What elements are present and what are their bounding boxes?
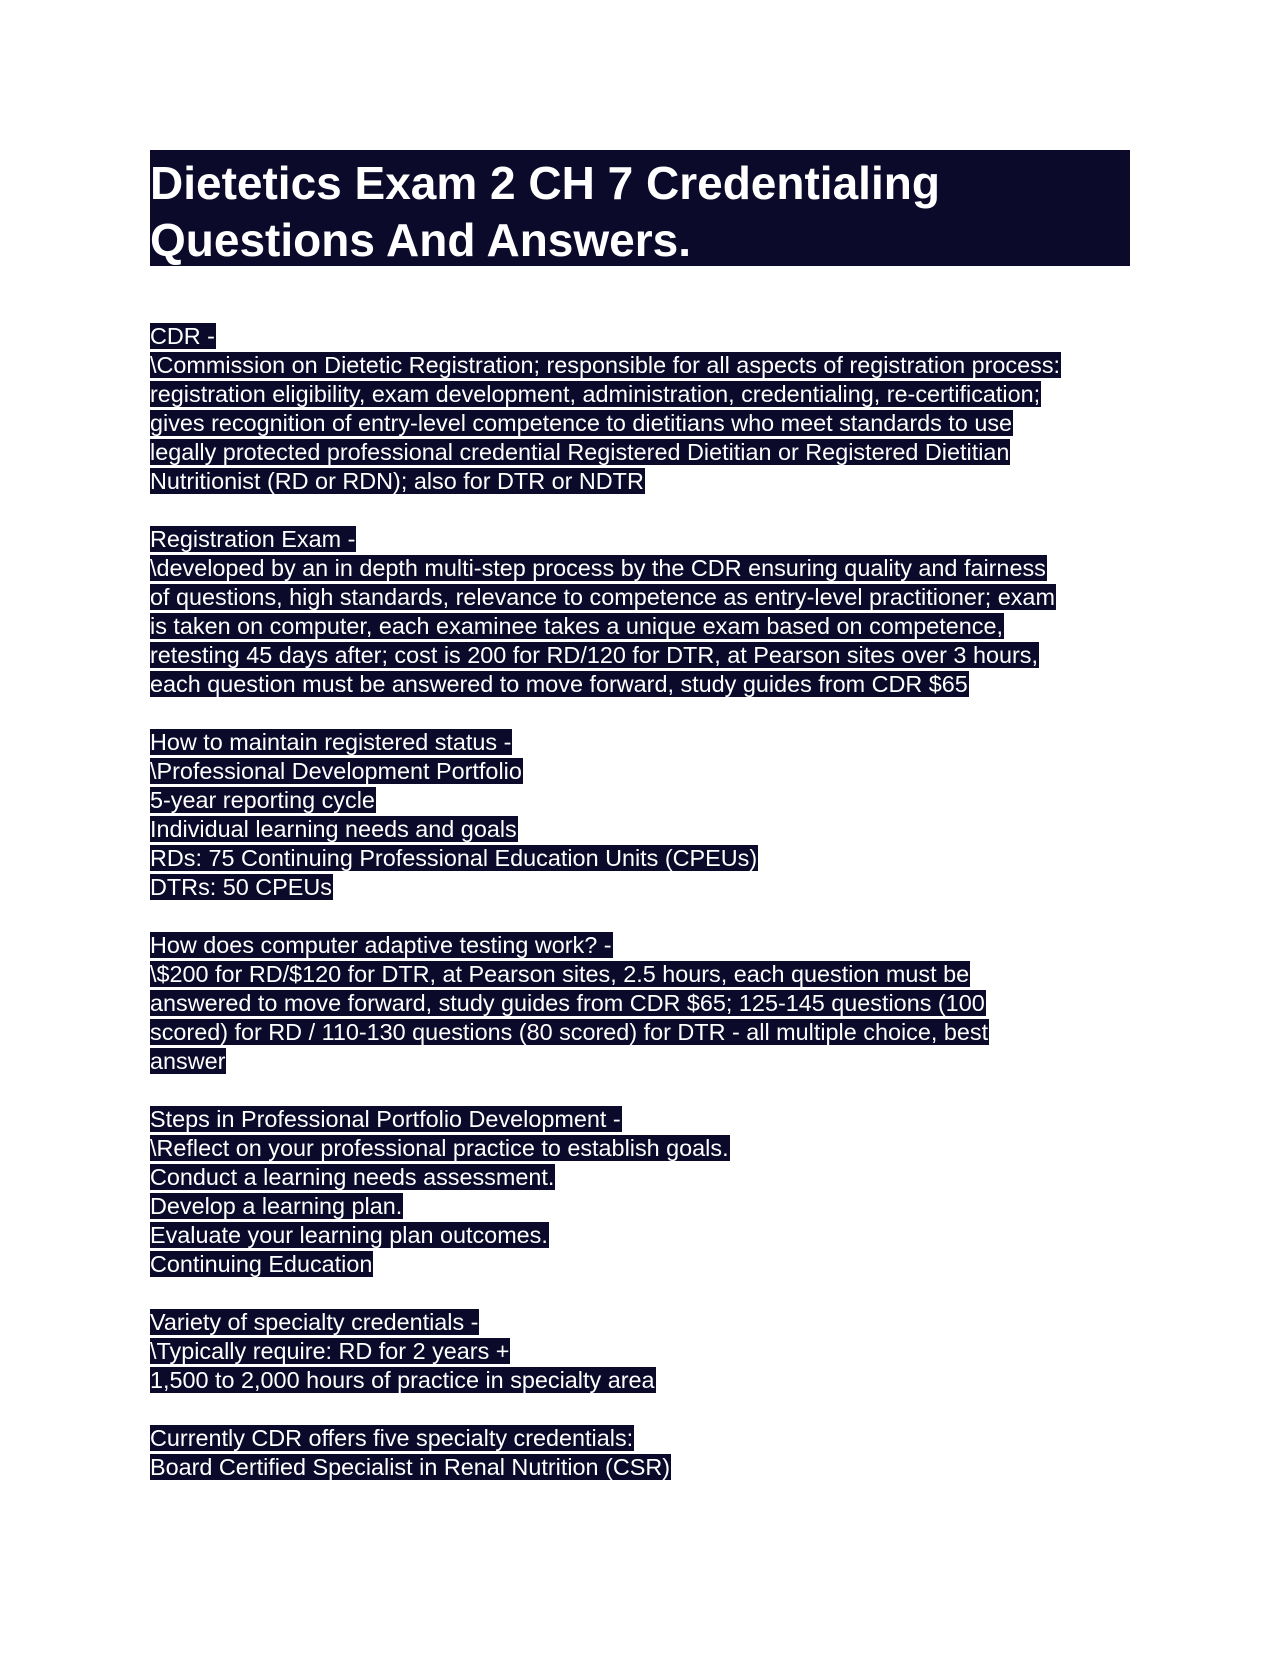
highlighted-text: \Typically require: RD for 2 years + bbox=[150, 1338, 510, 1364]
answer-line bbox=[150, 1337, 1130, 1366]
question-text bbox=[150, 525, 1130, 554]
highlighted-text: gives recognition of entry-level competence to dietitians who meet standards to use bbox=[150, 410, 1013, 436]
highlighted-text: Variety of specialty credentials - bbox=[150, 1309, 479, 1335]
highlighted-text: legally protected professional credential Registered Dietitian or Registered Dietitian bbox=[150, 439, 1010, 465]
highlighted-text: Registration Exam - bbox=[150, 526, 356, 552]
title-line: Questions And Answers. bbox=[150, 214, 692, 266]
document-body bbox=[150, 322, 1130, 1482]
answer-line bbox=[150, 757, 1130, 786]
answer-line bbox=[150, 641, 1130, 670]
answer-line bbox=[150, 670, 1130, 699]
answer-line bbox=[150, 815, 1130, 844]
highlighted-text: How does computer adaptive testing work? - bbox=[150, 932, 612, 958]
highlighted-text: \Professional Development Portfolio bbox=[150, 758, 522, 784]
qa-section bbox=[150, 322, 1130, 496]
highlighted-text: of questions, high standards, relevance to competence as entry-level practitioner; exam bbox=[150, 584, 1055, 610]
answer-line bbox=[150, 1221, 1130, 1250]
qa-section bbox=[150, 931, 1130, 1076]
qa-section bbox=[150, 1308, 1130, 1395]
highlighted-text: Board Certified Specialist in Renal Nutrition (CSR) bbox=[150, 1454, 670, 1480]
highlighted-text: is taken on computer, each examinee takes a unique exam based on competence, bbox=[150, 613, 1003, 639]
highlighted-text: \Commission on Dietetic Registration; responsible for all aspects of registration process: bbox=[150, 352, 1061, 378]
answer-line bbox=[150, 409, 1130, 438]
highlighted-text: Currently CDR offers five specialty credentials: bbox=[150, 1425, 634, 1451]
highlighted-text: \Reflect on your professional practice to establish goals. bbox=[150, 1135, 729, 1161]
answer-line bbox=[150, 1250, 1130, 1279]
highlighted-text: Steps in Professional Portfolio Development - bbox=[150, 1106, 621, 1132]
highlighted-text: Develop a learning plan. bbox=[150, 1193, 403, 1219]
answer-line bbox=[150, 1047, 1130, 1076]
qa-section bbox=[150, 1105, 1130, 1279]
highlighted-text: \developed by an in depth multi-step process by the CDR ensuring quality and fairness bbox=[150, 555, 1046, 581]
answer-line bbox=[150, 960, 1130, 989]
answer-line bbox=[150, 1453, 1130, 1482]
answer-line bbox=[150, 612, 1130, 641]
highlighted-text: How to maintain registered status - bbox=[150, 729, 512, 755]
highlighted-text: Nutritionist (RD or RDN); also for DTR or NDTR bbox=[150, 468, 644, 494]
answer-line bbox=[150, 438, 1130, 467]
question-text bbox=[150, 322, 1130, 351]
qa-section bbox=[150, 1424, 1130, 1482]
highlighted-text: Conduct a learning needs assessment. bbox=[150, 1164, 555, 1190]
highlighted-text: answered to move forward, study guides from CDR $65; 125-145 questions (100 bbox=[150, 990, 985, 1016]
question-text bbox=[150, 1105, 1130, 1134]
answer-line bbox=[150, 1163, 1130, 1192]
answer-line bbox=[150, 1192, 1130, 1221]
qa-section bbox=[150, 525, 1130, 699]
title-line: Dietetics Exam 2 CH 7 Credentialing bbox=[150, 157, 940, 209]
question-text bbox=[150, 728, 1130, 757]
document-title bbox=[150, 150, 1130, 266]
answer-line bbox=[150, 1366, 1130, 1395]
highlighted-text: Individual learning needs and goals bbox=[150, 816, 517, 842]
highlighted-text: scored) for RD / 110-130 questions (80 scored) for DTR - all multiple choice, best bbox=[150, 1019, 989, 1045]
document-page bbox=[150, 150, 1130, 1511]
answer-line bbox=[150, 351, 1130, 380]
highlighted-text: registration eligibility, exam development, administration, credentialing, re-certification; bbox=[150, 381, 1041, 407]
question-text bbox=[150, 1308, 1130, 1337]
answer-line bbox=[150, 989, 1130, 1018]
answer-line bbox=[150, 873, 1130, 902]
answer-line bbox=[150, 786, 1130, 815]
highlighted-text: retesting 45 days after; cost is 200 for RD/120 for DTR, at Pearson sites over 3 hours, bbox=[150, 642, 1038, 668]
highlighted-text: \$200 for RD/$120 for DTR, at Pearson sites, 2.5 hours, each question must be bbox=[150, 961, 970, 987]
highlighted-text: 1,500 to 2,000 hours of practice in specialty area bbox=[150, 1367, 655, 1393]
highlighted-text: each question must be answered to move forward, study guides from CDR $65 bbox=[150, 671, 968, 697]
highlighted-text: answer bbox=[150, 1048, 226, 1074]
answer-line bbox=[150, 467, 1130, 496]
answer-line bbox=[150, 844, 1130, 873]
answer-line bbox=[150, 380, 1130, 409]
answer-line bbox=[150, 1018, 1130, 1047]
question-text bbox=[150, 931, 1130, 960]
answer-line bbox=[150, 583, 1130, 612]
highlighted-text: DTRs: 50 CPEUs bbox=[150, 874, 332, 900]
highlighted-text: Continuing Education bbox=[150, 1251, 373, 1277]
qa-section bbox=[150, 728, 1130, 902]
highlighted-text: RDs: 75 Continuing Professional Education Units (CPEUs) bbox=[150, 845, 758, 871]
answer-line bbox=[150, 1134, 1130, 1163]
highlighted-text: Evaluate your learning plan outcomes. bbox=[150, 1222, 548, 1248]
highlighted-text: 5-year reporting cycle bbox=[150, 787, 375, 813]
question-text bbox=[150, 1424, 1130, 1453]
highlighted-text: CDR - bbox=[150, 323, 215, 349]
answer-line bbox=[150, 554, 1130, 583]
